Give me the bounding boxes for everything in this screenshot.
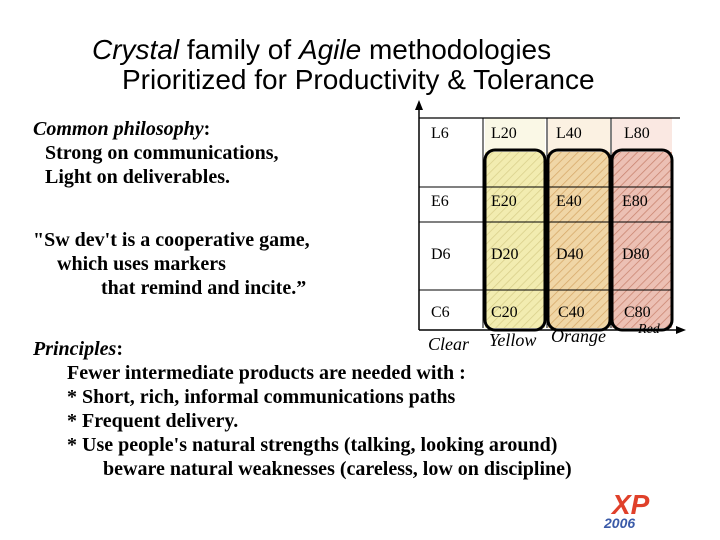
band-clear-fill [419, 118, 483, 328]
xp-2006-logo [598, 488, 698, 532]
principles-line5: beware natural weaknesses (careless, low on discipline) [103, 458, 572, 480]
band-red-fill [612, 152, 672, 328]
cell-e40: E40 [556, 193, 582, 210]
philosophy-colon: : [203, 118, 211, 140]
cell-d80: D80 [622, 246, 650, 263]
principles-line1: Fewer intermediate products are needed with : [67, 362, 466, 384]
band-label-red: Red [638, 322, 660, 337]
title-family-of: family of [179, 34, 299, 65]
cell-c40: C40 [558, 304, 585, 321]
cell-c6: C6 [431, 304, 450, 321]
cell-l40: L40 [556, 125, 582, 142]
quote-line3: that remind and incite.” [101, 277, 307, 299]
cell-e20: E20 [491, 193, 517, 210]
band-yellow-fill [485, 152, 545, 328]
philosophy-heading: Common philosophy [33, 118, 204, 140]
principles-colon: : [116, 338, 124, 360]
principles-block [33, 337, 572, 481]
logo-xp-text: XP [612, 489, 650, 520]
cell-l6: L6 [431, 125, 449, 142]
quote-line2: which uses markers [57, 253, 226, 275]
title-crystal: Crystal [92, 34, 180, 65]
cell-d6: D6 [431, 246, 451, 263]
principles-line2: * Short, rich, informal communications paths [67, 386, 456, 408]
title-agile: Agile [298, 34, 362, 65]
cell-l80: L80 [624, 125, 650, 142]
title-methodologies: methodologies [361, 34, 552, 65]
band-label-yellow: Yellow [489, 330, 537, 350]
x-axis-arrow [676, 326, 686, 334]
principles-heading: Principles [33, 338, 117, 360]
cell-l20: L20 [491, 125, 517, 142]
y-axis-arrow [415, 100, 423, 110]
slide-title-line2: Prioritized for Productivity & Tolerance [122, 64, 595, 95]
philosophy-line2: Light on deliverables. [45, 166, 231, 188]
cell-c80: C80 [624, 304, 651, 321]
band-orange-fill [548, 152, 610, 328]
quote-line1: "Sw dev't is a cooperative game, [33, 229, 310, 251]
band-label-orange: Orange [551, 326, 606, 346]
logo-year-text: 2006 [604, 515, 636, 531]
cell-c20: C20 [491, 304, 518, 321]
principles-line3: * Frequent delivery. [67, 410, 239, 432]
principles-line4: * Use people's natural strengths (talking, looking around) [67, 434, 558, 456]
cell-d40: D40 [556, 246, 584, 263]
cell-e6: E6 [431, 193, 449, 210]
cell-d20: D20 [491, 246, 519, 263]
philosophy-line1: Strong on communications, [45, 142, 279, 164]
band-label-clear: Clear [428, 334, 470, 354]
cell-e80: E80 [622, 193, 648, 210]
